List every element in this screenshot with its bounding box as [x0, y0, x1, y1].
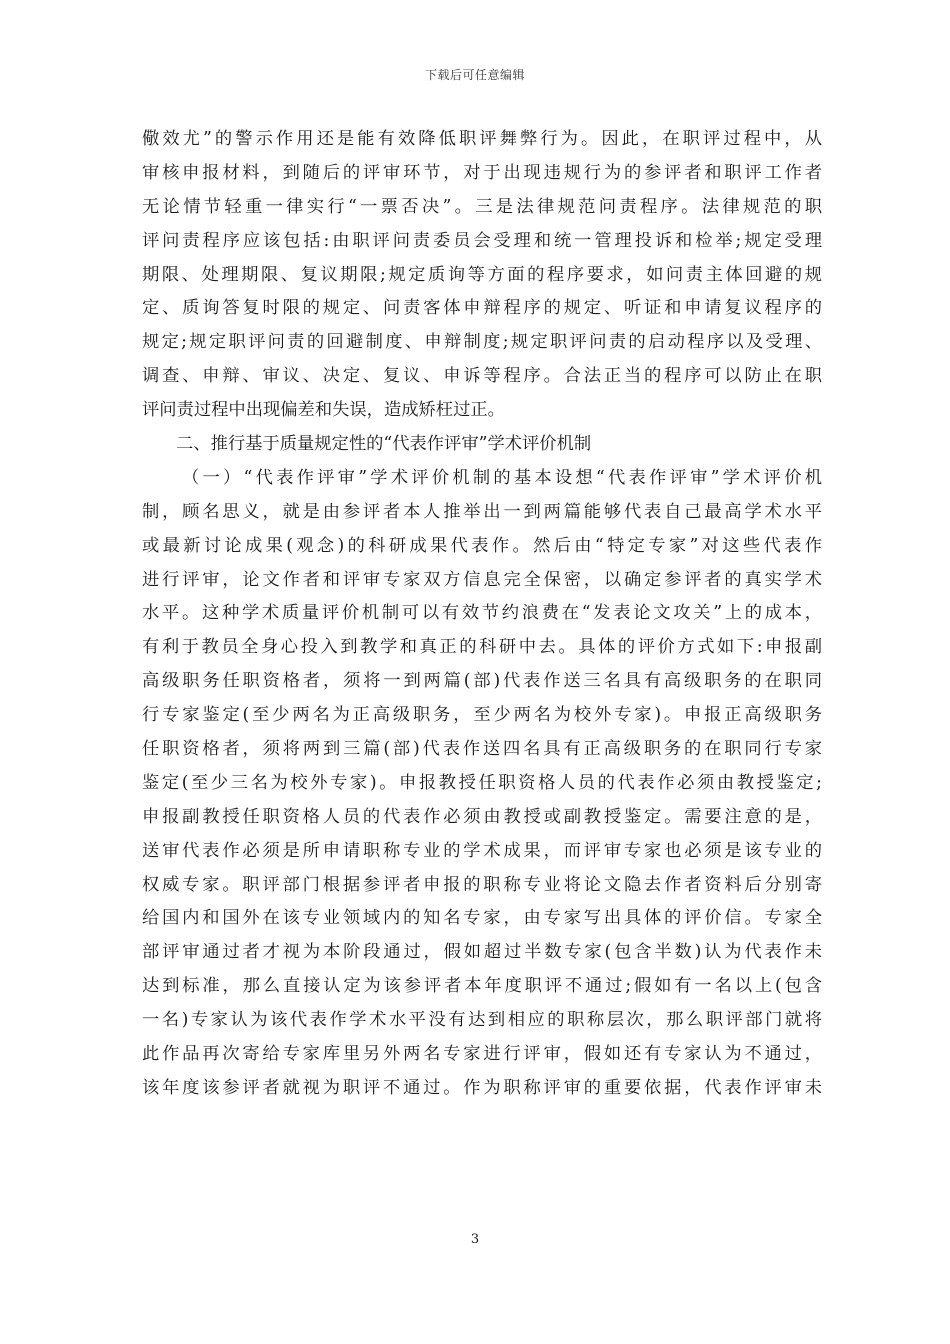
- text-line: 期限、处理期限、复议期限;规定质询等方面的程序要求，如问责主体回避的规: [142, 264, 822, 285]
- text-line: 给国内和国外在该专业领域内的知名专家，由专家写出具体的评价信。专家全: [142, 908, 822, 929]
- text-line: 评问责程序应该包括:由职评问责委员会受理和统一管理投诉和检举;规定受理: [142, 230, 822, 251]
- text-line: 调查、申辩、审议、决定、复议、申诉等程序。合法正当的程序可以防止在职: [142, 366, 822, 387]
- text-line: 审核申报材料，到随后的评审环节，对于出现违规行为的参评者和职评工作者: [142, 162, 822, 183]
- text-line: 儆效尤”的警示作用还是能有效降低职评舞弊行为。因此，在职评过程中，从: [142, 129, 822, 149]
- text-line: 此作品再次寄给专家库里另外两名专家进行评审，假如还有专家认为不通过，: [142, 1044, 822, 1065]
- text-line: 有利于教员全身心投入到教学和真正的科研中去。具体的评价方式如下:申报副: [142, 637, 822, 658]
- text-line: 一名)专家认为该代表作学术水平没有达到相应的职称层次，那么职评部门就将: [142, 1010, 822, 1031]
- text-line: 权威专家。职评部门根据参评者申报的职称专业将论文隐去作者资料后分别寄: [142, 874, 822, 895]
- text-line: 申报副教授任职资格人员的代表作必须由教授或副教授鉴定。需要注意的是，: [142, 806, 822, 827]
- text-line: 该年度该参评者就视为职评不通过。作为职称评审的重要依据，代表作评审未: [142, 1077, 822, 1098]
- text-line: 部评审通过者才视为本阶段通过，假如超过半数专家(包含半数)认为代表作未: [142, 942, 822, 963]
- text-line: 定、质询答复时限的规定、问责客体申辩程序的规定、听证和申请复议程序的: [142, 298, 822, 319]
- text-line: 高级职务任职资格者，须将一到两篇(部)代表作送三名具有高级职务的在职同: [142, 671, 822, 692]
- text-line: 水平。这种学术质量评价机制可以有效节约浪费在“发表论文攻关”上的成本，: [142, 603, 822, 624]
- text-line: 进行评审，论文作者和评审专家双方信息完全保密，以确定参评者的真实学术: [142, 569, 822, 590]
- text-line: 规定;规定职评问责的回避制度、申辩制度;规定职评问责的启动程序以及受理、: [142, 332, 822, 353]
- page-header: 下载后可任意编辑: [424, 68, 525, 82]
- text-line: 行专家鉴定(至少两名为正高级职务，至少两名为校外专家)。申报正高级职务: [142, 705, 822, 726]
- text-line: 评问责过程中出现偏差和失误，造成矫枉过正。: [142, 400, 505, 421]
- text-line: （一）“代表作评审”学术评价机制的基本设想“代表作评审”学术评价机: [182, 467, 822, 488]
- text-line: 送审代表作必须是所申请职称专业的学术成果，而评审专家也必须是该专业的: [142, 840, 822, 861]
- text-line: 鉴定(至少三名为校外专家)。申报教授任职资格人员的代表作必须由教授鉴定;: [142, 772, 822, 793]
- text-line: 无论情节轻重一律实行“一票否决”。三是法律规范问责程序。法律规范的职: [142, 196, 822, 217]
- text-line: 达到标准，那么直接认定为该参评者本年度职评不通过;假如有一名以上(包含: [142, 976, 822, 997]
- text-line: 制，顾名思义，就是由参评者本人推举出一到两篇能够代表自己最高学术水平: [142, 501, 822, 522]
- text-line: 任职资格者，须将两到三篇(部)代表作送四名具有正高级职务的在职同行专家: [142, 739, 822, 760]
- section-heading: 二、推行基于质量规定性的“代表作评审”学术评价机制: [176, 434, 592, 455]
- body-text: [142, 123, 822, 1106]
- page-number: 3: [470, 1232, 480, 1247]
- text-line: 或最新讨论成果(观念)的科研成果代表作。然后由“特定专家”对这些代表作: [142, 535, 822, 556]
